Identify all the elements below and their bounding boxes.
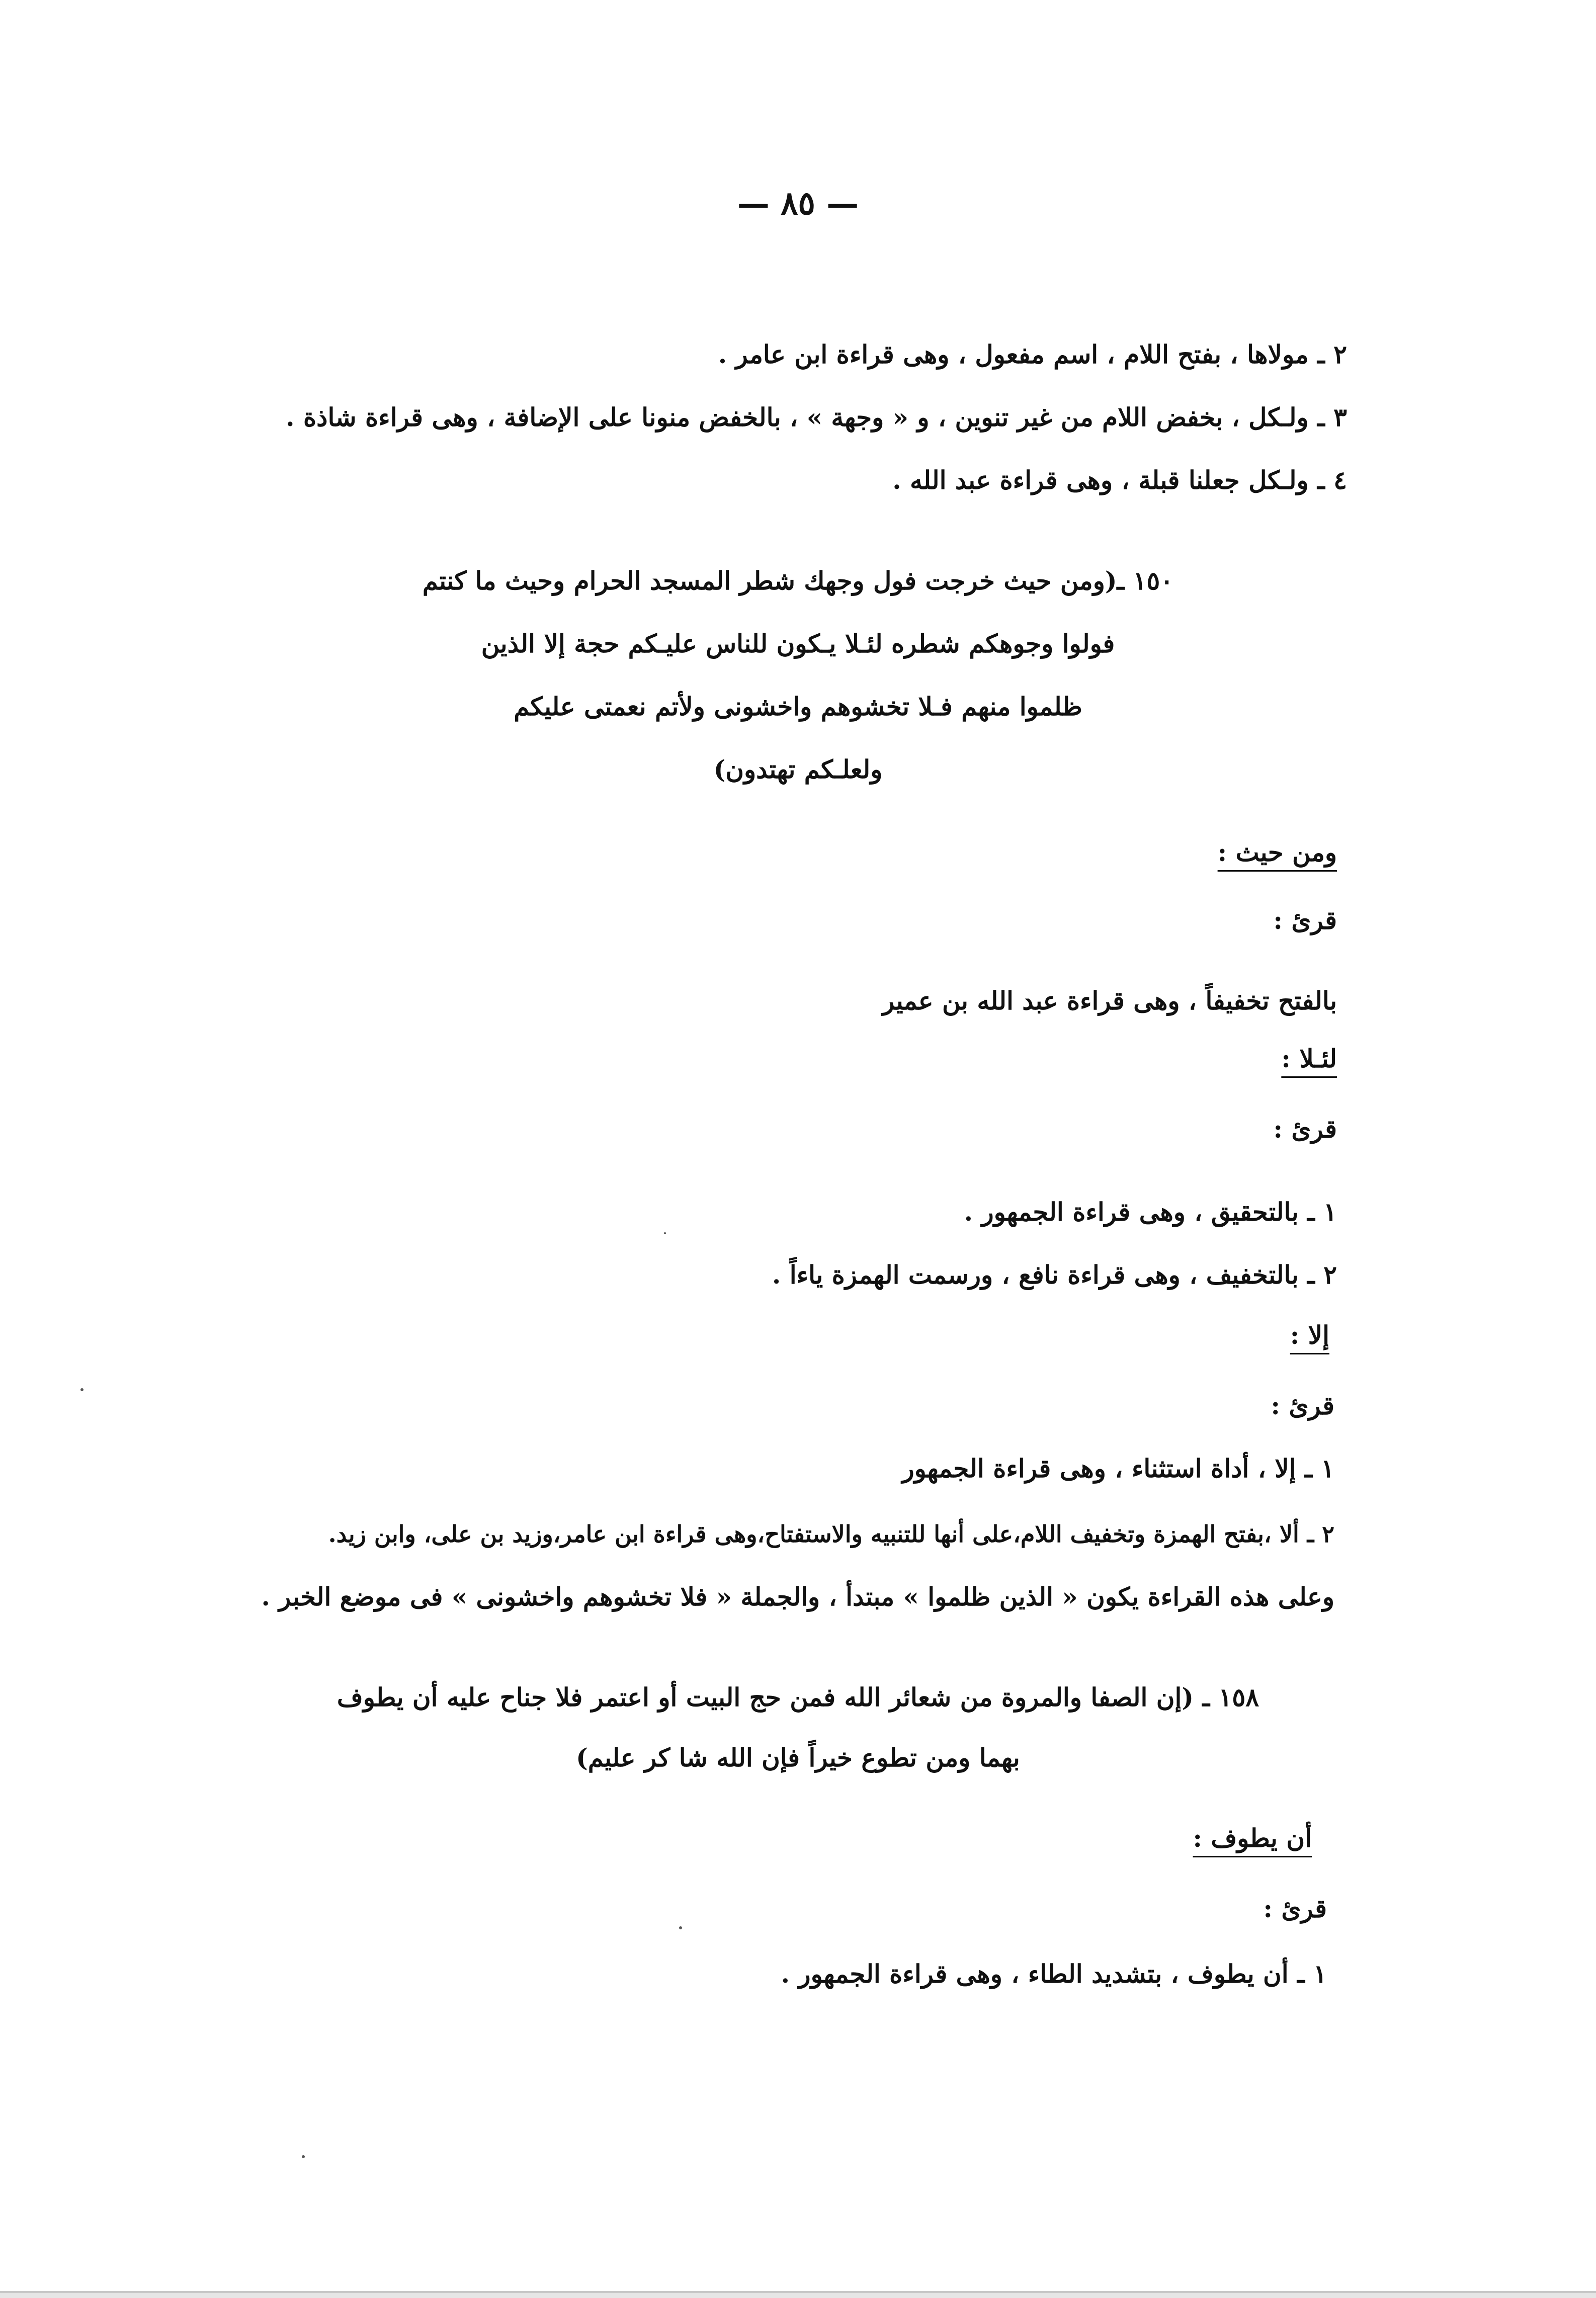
variant-line-3: ٣ ـ ولـكل ، بخفض اللام من غير تنوين ، و « وجهة » ، بالخفض منونا على الإضافة ، وهى قراءة شاذة . xyxy=(286,402,1347,432)
scan-speck xyxy=(80,1388,83,1391)
scan-speck xyxy=(302,2155,305,2158)
page-bottom-edge xyxy=(0,2291,1596,2298)
scan-speck xyxy=(679,1926,682,1929)
reading-takhfif: ٢ ـ بالتخفيف ، وهى قراءة نافع ، ورسمت الهمزة ياءاً . xyxy=(772,1260,1337,1290)
verse-158-line-1: ١٥٨ ـ (إن الصفا والمروة من شعائر الله فمن حج البيت أو اعتمر فلا جناح عليه أن يطوف xyxy=(337,1682,1259,1712)
verse-158-line-2: بهما ومن تطوع خيراً فإن الله شا كر عليم) xyxy=(576,1743,1020,1772)
reading-fath: بالفتح تخفيفاً ، وهى قراءة عبد الله بن عمير xyxy=(882,986,1337,1015)
heading-li-alla: لئـلا : xyxy=(1281,1044,1337,1073)
variant-line-4: ٤ ـ ولـكل جعلنا قبلة ، وهى قراءة عبد الله . xyxy=(892,465,1347,495)
reading-illa-2: ٢ ـ ألا ،بفتح الهمزة وتخفيف اللام،على أنها للتنبيه والاستفتاح،وهى قراءة ابن عامر،وزيد بن على، وابن زيد. xyxy=(328,1520,1334,1548)
verse-150-line-4: ولعلـكم تهتدون) xyxy=(713,754,883,784)
qurri-label-4: قرئ : xyxy=(1263,1894,1327,1923)
qurri-label-2: قرئ : xyxy=(1273,1114,1337,1144)
variant-line-2: ٢ ـ مولاها ، بفتح اللام ، اسم مفعول ، وهى قراءة ابن عامر . xyxy=(718,339,1347,369)
reading-illa-1: ١ ـ إلا ، أداة استثناء ، وهى قراءة الجمهور xyxy=(902,1454,1334,1483)
heading-an-yattawwaf: أن يطوف : xyxy=(1193,1823,1312,1853)
verse-150-line-2: فولوا وجوهكم شطره لئـلا يـكون للناس عليـكم حجة إلا الذين xyxy=(481,629,1115,658)
qurri-label-3: قرئ : xyxy=(1271,1391,1334,1420)
page-number: — ٨٥ — xyxy=(737,185,859,222)
qurri-label-1: قرئ : xyxy=(1273,905,1337,935)
reading-tahqiq: ١ ـ بالتحقيق ، وهى قراءة الجمهور . xyxy=(964,1197,1337,1227)
verse-150-line-3: ظلموا منهم فـلا تخشوهم واخشونى ولأتم نعمتى عليكم xyxy=(514,692,1082,721)
heading-min-haith: ومن حيث : xyxy=(1217,837,1337,867)
reading-illa-2-continued: وعلى هذه القراءة يكون « الذين ظلموا » مبتدأ ، والجملة « فلا تخشوهم واخشونى » فى موضع الخبر . xyxy=(261,1582,1334,1611)
verse-150-line-1: ١٥٠ ـ(ومن حيث خرجت فول وجهك شطر المسجد الحرام وحيث ما كنتم xyxy=(422,566,1174,595)
reading-yattawwaf-1: ١ ـ أن يطوف ، بتشديد الطاء ، وهى قراءة الجمهور . xyxy=(781,1959,1327,1989)
heading-illa: إلا : xyxy=(1290,1320,1329,1350)
scan-speck xyxy=(664,1232,666,1234)
